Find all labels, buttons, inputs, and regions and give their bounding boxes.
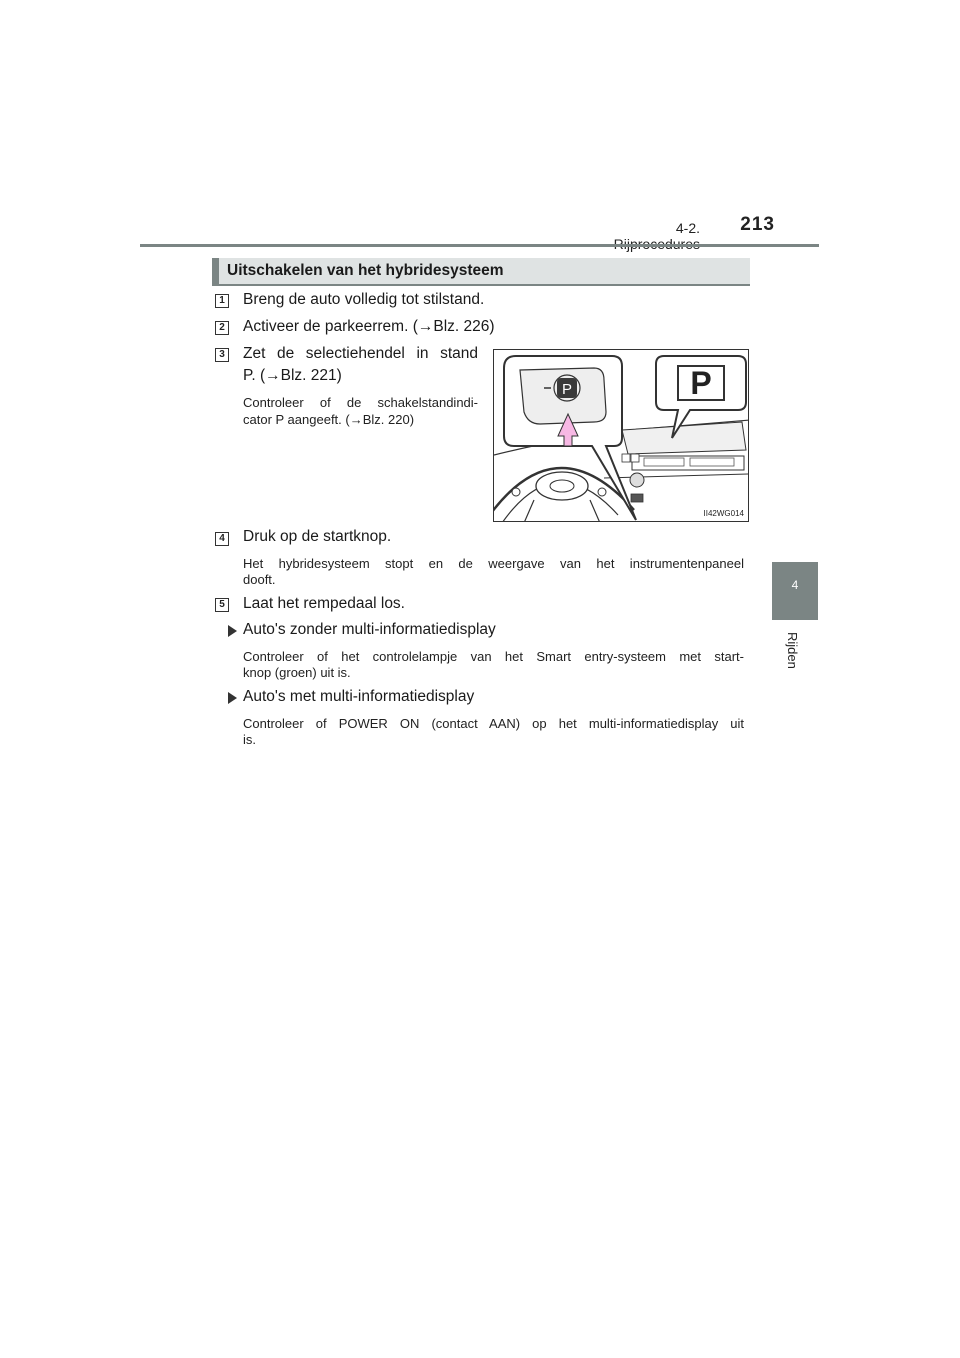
step-number: 2 <box>215 321 229 335</box>
sub-item-title: Auto's met multi-informatiedisplay <box>243 688 475 705</box>
step-note: Het hybridesysteem stopt en de weergave van het instrumentenpaneel <box>243 556 744 571</box>
sub-item-note: Controleer of POWER ON (contact AAN) op het multi-informatiedisplay uit <box>243 716 744 731</box>
step-number: 5 <box>215 598 229 612</box>
step-text: Activeer de parkeerrem. (→Blz. 226) <box>243 318 495 335</box>
step-text: Druk op de startknop. <box>243 528 392 545</box>
step-number: 1 <box>215 294 229 308</box>
step-note: cator P aangeeft. (→Blz. 220) <box>243 412 415 427</box>
step-number: 4 <box>215 532 229 546</box>
bullet-triangle-icon <box>228 625 237 637</box>
section-title: Uitschakelen van het hybridesysteem <box>227 262 504 279</box>
header-section: 4-2. <box>675 220 700 236</box>
page-number: 213 <box>740 214 775 235</box>
section-heading-bar <box>212 258 750 286</box>
step-note: Controleer of de schakelstandindi- <box>243 395 478 410</box>
shift-lever-illustration <box>493 349 749 522</box>
display-letter: P <box>690 365 712 401</box>
chapter-label <box>784 632 800 692</box>
dashboard-drawing <box>494 350 749 522</box>
chapter-label-text: Rijden <box>785 632 800 669</box>
step-text: Zet de selectiehendel in stand <box>243 345 478 362</box>
step-text: P. (→Blz. 221) <box>243 367 342 384</box>
sub-item-note: knop (groen) uit is. <box>243 665 351 680</box>
step-number: 3 <box>215 348 229 362</box>
sub-item-note: is. <box>243 732 256 747</box>
sub-item-title: Auto's zonder multi-informatiedisplay <box>243 621 496 638</box>
step-note: dooft. <box>243 572 276 587</box>
step-text: Laat het rempedaal los. <box>243 595 405 612</box>
chapter-number: 4 <box>791 578 799 592</box>
illustration-code: II42WG014 <box>703 509 744 518</box>
header-divider <box>140 244 819 247</box>
bullet-triangle-icon <box>228 692 237 704</box>
step-text: Breng de auto volledig tot stilstand. <box>243 291 485 308</box>
shift-button-letter: P <box>561 381 573 398</box>
sub-item-note: Controleer of het controlelampje van het Smart entry-systeem met start- <box>243 649 744 664</box>
